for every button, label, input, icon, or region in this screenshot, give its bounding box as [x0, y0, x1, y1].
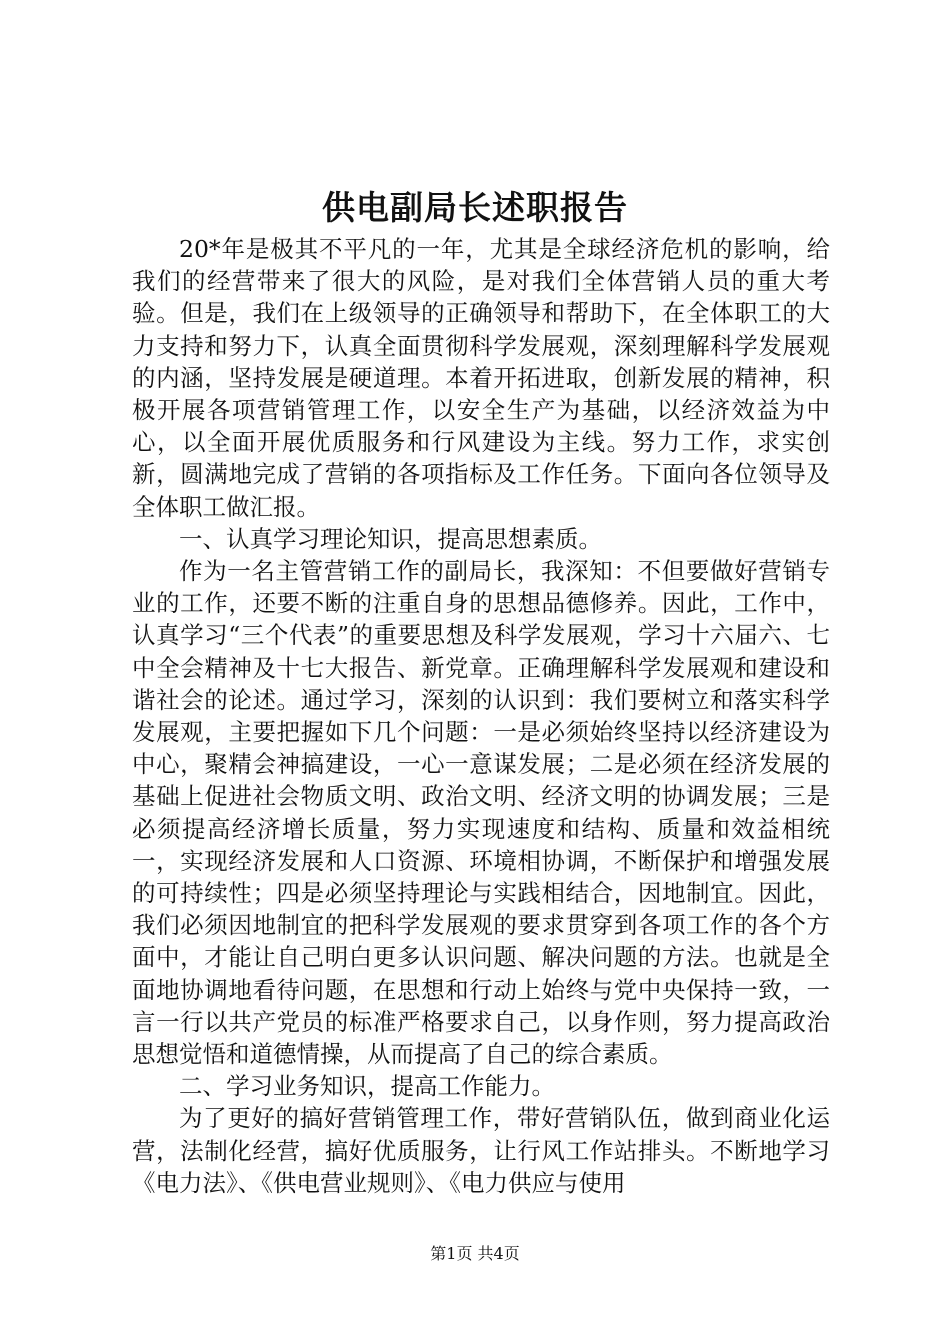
document-body: [132, 233, 830, 1199]
paragraph-section-1: 作为一名主管营销工作的副局长，我深知：不但要做好营销专业的工作，还要不断的注重自身的思想品德修养。因此，工作中，认真学习“三个代表”的重要思想及科学发展观，学习十六届六、七中全会精神及十七大报告、新党章。正确理解科学发展观和建设和谐社会的论述。通过学习，深刻的认识到：我们要树立和落实科学发展观，主要把握如下几个问题：一是必须始终坚持以经济建设为中心，聚精会神搞建设，一心一意谋发展；二是必须在经济发展的基础上促进社会物质文明、政治文明、经济文明的协调发展；三是必须提高经济增长质量，努力实现速度和结构、质量和效益相统一，实现经济发展和人口资源、环境相协调，不断保护和增强发展的可持续性；四是必须坚持理论与实践相结合，因地制宜。因此，我们必须因地制宜的把科学发展观的要求贯穿到各项工作的各个方面中，才能让自己明白更多认识问题、解决问题的方法。也就是全面地协调地看待问题，在思想和行动上始终与党中央保持一致，一言一行以共产党员的标准严格要求自己，以身作则，努力提高政治思想觉悟和道德情操，从而提高了自己的综合素质。: [132, 557, 830, 1069]
paragraph-section-2: 为了更好的搞好营销管理工作，带好营销队伍，做到商业化运营，法制化经营，搞好优质服务，让行风工作站排头。不断地学习《电力法》、《供电营业规则》、《电力供应与使用: [132, 1104, 830, 1197]
section-heading-1: 一、认真学习理论知识，提高思想素质。: [179, 524, 602, 553]
page-number-footer: 第1页 共4页: [430, 1244, 520, 1263]
section-heading-2: 二、学习业务知识，提高工作能力。: [179, 1072, 555, 1101]
document-title: 供电副局长述职报告: [322, 188, 628, 227]
paragraph-intro: 20*年是极其不平凡的一年，尤其是全球经济危机的影响，给我们的经营带来了很大的风险，是对我们全体营销人员的重大考验。但是，我们在上级领导的正确领导和帮助下，在全体职工的大力支持和努力下，认真全面贯彻科学发展观，深刻理解科学发展观的内涵，坚持发展是硬道理。本着开拓进取，创新发展的精神，积极开展各项营销管理工作，以安全生产为基础，以经济效益为中心，以全面开展优质服务和行风建设为主线。努力工作，求实创新，圆满地完成了营销的各项指标及工作任务。下面向各位领导及全体职工做汇报。: [132, 235, 830, 521]
